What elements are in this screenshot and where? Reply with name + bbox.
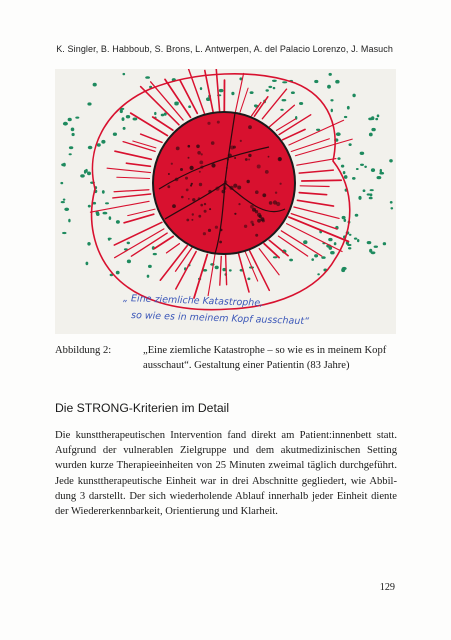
dark-dot bbox=[228, 154, 232, 158]
dark-dot bbox=[238, 203, 240, 205]
dark-dot bbox=[279, 157, 282, 160]
green-dot bbox=[133, 118, 138, 121]
dark-dot bbox=[208, 229, 211, 232]
green-dot bbox=[145, 76, 150, 79]
green-dot bbox=[360, 152, 365, 155]
green-dot bbox=[329, 73, 332, 76]
dark-dot bbox=[250, 205, 254, 209]
green-dot bbox=[153, 253, 157, 255]
green-dot bbox=[161, 114, 165, 117]
green-dot bbox=[64, 208, 69, 211]
dark-dot bbox=[259, 215, 262, 218]
green-dot bbox=[93, 83, 97, 87]
dark-dot bbox=[248, 159, 250, 161]
green-dot bbox=[87, 242, 90, 246]
red-ray bbox=[226, 255, 227, 285]
green-dot bbox=[105, 202, 109, 204]
green-dot bbox=[289, 259, 293, 262]
dark-dot bbox=[215, 226, 218, 229]
dark-dot bbox=[227, 158, 229, 160]
dark-dot bbox=[175, 178, 179, 182]
green-dot bbox=[355, 214, 359, 217]
green-dot bbox=[63, 122, 68, 126]
dark-dot bbox=[211, 163, 215, 167]
green-dot bbox=[341, 165, 344, 168]
dark-dot bbox=[257, 165, 261, 169]
green-dot bbox=[71, 128, 75, 132]
green-dot bbox=[330, 99, 333, 101]
dark-dot bbox=[192, 213, 194, 215]
green-dot bbox=[75, 117, 79, 119]
green-dot bbox=[371, 251, 376, 254]
dark-dot bbox=[248, 125, 252, 129]
green-dot bbox=[69, 153, 72, 155]
dark-dot bbox=[203, 232, 206, 235]
green-dot bbox=[371, 168, 375, 172]
green-dot bbox=[126, 115, 130, 118]
figure-caption bbox=[55, 343, 400, 374]
dark-dot bbox=[229, 186, 233, 190]
dark-dot bbox=[207, 122, 210, 125]
dark-dot bbox=[269, 201, 273, 205]
dark-dot bbox=[252, 208, 256, 212]
green-dot bbox=[174, 103, 178, 106]
green-dot bbox=[88, 205, 91, 208]
green-dot bbox=[103, 212, 108, 215]
dark-dot bbox=[188, 198, 190, 200]
green-dot bbox=[321, 256, 325, 259]
green-dot bbox=[268, 86, 272, 88]
green-dot bbox=[280, 109, 283, 111]
green-dot bbox=[86, 262, 89, 266]
green-dot bbox=[334, 242, 337, 245]
green-dot bbox=[370, 193, 373, 196]
patient-drawing-image bbox=[55, 69, 396, 334]
dark-dot bbox=[181, 196, 184, 199]
dark-dot bbox=[198, 215, 201, 218]
dark-dot bbox=[244, 225, 247, 228]
green-dot bbox=[342, 267, 347, 270]
green-dot bbox=[331, 109, 333, 113]
green-dot bbox=[88, 146, 93, 150]
dark-dot bbox=[273, 200, 277, 204]
green-dot bbox=[63, 199, 66, 201]
green-dot bbox=[317, 273, 320, 275]
green-dot bbox=[337, 157, 340, 160]
dark-dot bbox=[188, 145, 191, 148]
green-dot bbox=[219, 89, 224, 92]
green-dot bbox=[327, 85, 331, 89]
dark-dot bbox=[237, 186, 241, 190]
green-dot bbox=[335, 80, 339, 84]
green-dot bbox=[127, 260, 131, 264]
green-dot bbox=[377, 176, 382, 179]
section-heading: Die STRONG-Kriterien im Detail bbox=[55, 401, 230, 415]
green-dot bbox=[127, 242, 130, 245]
dark-dot bbox=[176, 147, 180, 151]
dark-dot bbox=[248, 154, 251, 157]
green-dot bbox=[101, 140, 105, 144]
green-dot bbox=[344, 175, 348, 179]
green-dot bbox=[364, 166, 367, 168]
dark-dot bbox=[275, 192, 277, 194]
green-dot bbox=[109, 216, 112, 220]
green-dot bbox=[200, 87, 202, 90]
dark-dot bbox=[217, 121, 220, 124]
dark-dot bbox=[196, 145, 200, 149]
dark-dot bbox=[280, 183, 282, 185]
dark-dot bbox=[250, 221, 253, 224]
green-dot bbox=[282, 81, 287, 83]
green-dot bbox=[102, 190, 105, 194]
green-dot bbox=[367, 241, 372, 244]
dark-dot bbox=[226, 167, 228, 169]
handwriting-line1: „ Eine ziemliche Katastrophe, bbox=[122, 293, 264, 309]
green-dot bbox=[154, 112, 156, 115]
green-dot bbox=[85, 169, 88, 173]
dark-dot bbox=[180, 168, 183, 171]
green-dot bbox=[311, 258, 314, 261]
green-dot bbox=[342, 216, 346, 219]
green-dot bbox=[188, 105, 191, 108]
dark-dot bbox=[190, 184, 192, 186]
green-dot bbox=[314, 80, 318, 83]
green-dot bbox=[358, 196, 361, 200]
green-dot bbox=[60, 182, 63, 184]
dark-dot bbox=[265, 170, 269, 174]
green-dot bbox=[347, 244, 351, 246]
dark-dot bbox=[199, 171, 201, 173]
dark-dot bbox=[247, 180, 250, 183]
dark-dot bbox=[199, 183, 202, 186]
green-dot bbox=[273, 87, 276, 89]
dark-dot bbox=[197, 151, 201, 155]
dark-dot bbox=[245, 158, 248, 161]
dark-dot bbox=[204, 203, 206, 205]
dark-dot bbox=[199, 161, 203, 165]
green-dot bbox=[123, 127, 126, 130]
green-dot bbox=[352, 94, 355, 98]
dark-dot bbox=[185, 177, 188, 180]
green-dot bbox=[349, 143, 352, 146]
figure-drawing bbox=[55, 69, 396, 334]
green-dot bbox=[303, 240, 307, 244]
green-dot bbox=[122, 117, 125, 121]
green-dot bbox=[272, 80, 277, 82]
green-dot bbox=[72, 133, 75, 136]
green-dot bbox=[314, 254, 318, 257]
dark-dot bbox=[233, 146, 236, 149]
green-dot bbox=[354, 238, 357, 240]
dark-dot bbox=[171, 163, 173, 165]
green-dot bbox=[328, 238, 332, 241]
green-dot bbox=[250, 91, 254, 94]
green-dot bbox=[68, 118, 72, 122]
green-dot bbox=[63, 163, 66, 167]
dark-dot bbox=[201, 153, 203, 155]
green-dot bbox=[96, 213, 100, 216]
green-dot bbox=[69, 146, 73, 149]
green-dot bbox=[379, 172, 384, 175]
dark-dot bbox=[262, 219, 265, 222]
dark-dot bbox=[268, 156, 270, 158]
dark-dot bbox=[233, 184, 237, 188]
green-dot bbox=[247, 278, 250, 281]
green-dot bbox=[299, 102, 303, 105]
green-dot bbox=[391, 207, 394, 209]
dark-dot bbox=[200, 166, 203, 169]
dark-dot bbox=[234, 157, 236, 159]
green-dot bbox=[62, 232, 66, 234]
green-dot bbox=[383, 242, 386, 245]
green-dot bbox=[374, 246, 378, 248]
dark-dot bbox=[219, 241, 222, 244]
green-dot bbox=[377, 114, 380, 117]
green-dot bbox=[97, 143, 101, 146]
dark-dot bbox=[167, 185, 170, 188]
dark-dot bbox=[215, 187, 219, 191]
green-dot bbox=[282, 99, 287, 101]
green-dot bbox=[108, 238, 112, 240]
green-dot bbox=[231, 92, 234, 95]
green-dot bbox=[349, 234, 352, 236]
dark-dot bbox=[211, 141, 215, 145]
body-text bbox=[55, 428, 397, 519]
caption-number: Abbildung 2: bbox=[55, 345, 112, 356]
dark-dot bbox=[222, 190, 226, 194]
dark-dot bbox=[209, 208, 211, 210]
running-header: K. Singler, B. Habboub, S. Brons, L. Antwerpen, A. del Palacio Lorenzo, J. Masuch bbox=[56, 44, 393, 54]
green-dot bbox=[116, 271, 120, 275]
red-ray bbox=[302, 180, 341, 181]
green-dot bbox=[352, 177, 356, 180]
dark-dot bbox=[223, 184, 225, 186]
green-dot bbox=[68, 219, 70, 223]
green-dot bbox=[336, 132, 341, 136]
dark-dot bbox=[220, 229, 223, 232]
green-dot bbox=[369, 133, 373, 137]
dark-dot bbox=[186, 189, 189, 192]
green-dot bbox=[291, 91, 295, 94]
dark-dot bbox=[255, 234, 258, 237]
page-number: 129 bbox=[379, 582, 395, 593]
green-dot bbox=[363, 189, 366, 192]
green-dot bbox=[356, 168, 359, 170]
green-dot bbox=[347, 106, 350, 110]
green-dot bbox=[116, 220, 120, 224]
green-dot bbox=[390, 201, 393, 204]
green-dot bbox=[80, 174, 85, 177]
green-dot bbox=[87, 102, 91, 105]
green-dot bbox=[343, 171, 346, 174]
dark-dot bbox=[223, 187, 226, 190]
dark-dot bbox=[172, 204, 176, 208]
green-dot bbox=[360, 164, 364, 166]
green-dot bbox=[375, 118, 378, 120]
green-dot bbox=[344, 116, 347, 118]
dark-dot bbox=[186, 219, 189, 222]
paragraph: Die kunsttherapeutischen Intervention fand direkt am Patient:innenbett statt. Aufgrund der vulnerablen Zielgruppe und dem akutmedizinischen Setting wurden kurze Therapieeinheiten von 25 Minuten zweimal täglich durchgeführt. Jede kunsttherapeutische Einheit war in drei Abschnitte gegliedert, wie Abbildung 3 darstellt. Der sich wiederholende Ablauf innerhalb jeder Einheit diente der Wiedererkennbarkeit, Orientierung und Klarheit. bbox=[55, 430, 397, 518]
green-dot bbox=[389, 159, 393, 162]
green-dot bbox=[148, 265, 152, 268]
dark-dot bbox=[198, 197, 201, 200]
green-dot bbox=[266, 89, 269, 91]
dark-dot bbox=[204, 210, 207, 213]
dark-dot bbox=[188, 157, 190, 159]
dark-dot bbox=[192, 198, 195, 201]
dark-dot bbox=[200, 204, 203, 207]
green-dot bbox=[87, 172, 91, 176]
dark-dot bbox=[255, 190, 259, 194]
dark-dot bbox=[168, 173, 170, 175]
dark-dot bbox=[191, 219, 193, 221]
dark-dot bbox=[224, 180, 227, 183]
dark-dot bbox=[262, 193, 266, 197]
green-dot bbox=[123, 73, 126, 75]
green-dot bbox=[330, 251, 335, 254]
dark-dot bbox=[208, 190, 211, 193]
green-dot bbox=[369, 197, 373, 200]
dark-dot bbox=[257, 219, 261, 223]
green-dot bbox=[229, 269, 232, 271]
green-dot bbox=[371, 128, 375, 131]
green-dot bbox=[371, 116, 374, 120]
handwriting-line2: so wie es in meinem Kopf ausschaut“ bbox=[130, 310, 310, 328]
caption-text: „Eine ziemliche Katastrophe – so wie es in meinem Kopf ausschaut“. Gestaltung einer Patientin (83 Jahre) bbox=[143, 345, 387, 372]
dark-dot bbox=[240, 140, 242, 142]
green-dot bbox=[61, 201, 65, 203]
green-dot bbox=[147, 275, 150, 278]
green-dot bbox=[215, 266, 219, 270]
dark-dot bbox=[190, 166, 194, 170]
dark-dot bbox=[234, 213, 236, 215]
green-dot bbox=[357, 239, 359, 242]
green-dot bbox=[348, 247, 351, 249]
green-dot bbox=[370, 189, 374, 191]
red-ray bbox=[300, 186, 329, 187]
green-dot bbox=[113, 133, 117, 136]
